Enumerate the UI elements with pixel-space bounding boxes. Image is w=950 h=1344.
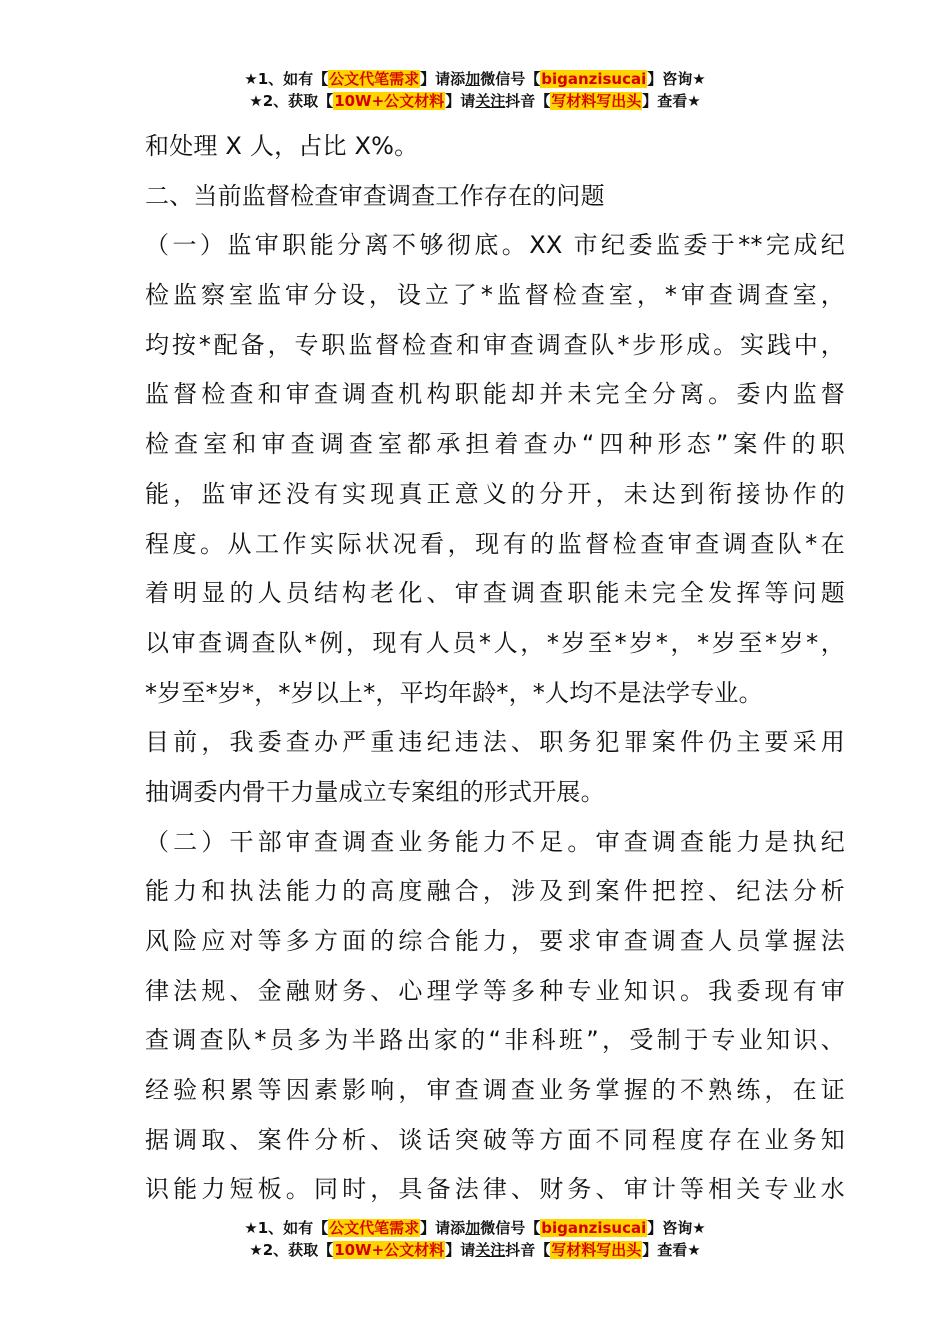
- highlight-douyin-account: 写材料写出头: [551, 1241, 642, 1259]
- text-line: 监督检查和审查调查机构职能却并未完全分离。委内监督: [145, 380, 845, 409]
- text-line: （二）干部审查调查业务能力不足。审查调查能力是执纪: [145, 827, 845, 856]
- text-line: 程度。从工作实际状况看，现有的监督检查审查调查队*在: [145, 529, 845, 558]
- banner-text: ★2、获取【: [249, 1241, 334, 1259]
- banner-underlined-text: 加: [465, 1219, 481, 1237]
- text-line: 抽调委内骨干力量成立专案组的形式开展。: [145, 777, 605, 806]
- text-line: 目前，我委查办严重违纪违法、职务犯罪案件仍主要采用: [145, 728, 845, 757]
- banner-line-2: [0, 1239, 950, 1261]
- text-line: 以审查调查队*例，现有人员*人，*岁至*岁*，*岁至*岁*，: [145, 628, 845, 657]
- document-body: [145, 122, 845, 1215]
- text-line: 查调查队*员多为半路出家的“非科班”，受制于专业知识、: [145, 1026, 845, 1055]
- text-line: *岁至*岁*，*岁以上*，平均年龄*，*人均不是法学专业。: [145, 678, 763, 707]
- banner-text: 】查看★: [642, 1241, 701, 1259]
- banner-line-2: [0, 90, 950, 112]
- banner-text: ★1、如有【: [244, 1219, 329, 1237]
- text-line: 据调取、案件分析、谈话突破等方面不同程度存在业务知: [145, 1125, 845, 1154]
- text-line: 经验积累等因素影响，审查调查业务掌握的不熟练，在证: [145, 1076, 845, 1105]
- text-line: 能，监审还没有实现真正意义的分开，未达到衔接协作的: [145, 479, 845, 508]
- banner-text: 抖音【: [505, 92, 551, 110]
- banner-line-1: [0, 68, 950, 90]
- text-line: 律法规、金融财务、心理学等多种专业知识。我委现有审: [145, 976, 845, 1005]
- banner-underlined-text: 关注: [475, 92, 506, 110]
- text-line: 和处理 X 人，占比 X%。: [145, 132, 419, 160]
- banner-text: 】请: [445, 92, 476, 110]
- banner-text: 抖音【: [505, 1241, 551, 1259]
- banner-line-1: [0, 1217, 950, 1239]
- banner-text: 】查看★: [642, 92, 701, 110]
- banner-text: 】请添: [420, 1219, 466, 1237]
- text-line: 能力和执法能力的高度融合，涉及到案件把控、纪法分析: [145, 877, 845, 906]
- banner-text: 微信号【: [480, 1219, 541, 1237]
- section-heading: 二、当前监督检查审查调查工作存在的问题: [145, 181, 605, 210]
- banner-text: 微信号【: [480, 70, 541, 88]
- highlight-writing-service: 公文代笔需求: [329, 1219, 420, 1237]
- banner-text: ★1、如有【: [244, 70, 329, 88]
- text-line: 检查室和审查调查室都承担着查办“四种形态”案件的职: [145, 430, 845, 459]
- banner-text: ★2、获取【: [249, 92, 334, 110]
- banner-underlined-text: 加: [465, 70, 481, 88]
- highlight-wechat-id: biganzisucai: [541, 1219, 647, 1237]
- banner-underlined-text: 关注: [475, 1241, 506, 1259]
- text-line: （一）监审职能分离不够彻底。XX 市纪委监委于**完成纪: [145, 231, 845, 260]
- banner-text: 】咨询★: [647, 70, 706, 88]
- highlight-materials: 10W+公文材料: [334, 92, 445, 110]
- text-line: 风险应对等多方面的综合能力，要求审查调查人员掌握法: [145, 927, 845, 955]
- footer-banner: [0, 1217, 950, 1261]
- text-line: 着明显的人员结构老化、审查调查职能未完全发挥等问题: [145, 579, 845, 608]
- header-banner: [0, 68, 950, 112]
- banner-text: 】请: [445, 1241, 476, 1259]
- highlight-writing-service: 公文代笔需求: [329, 70, 420, 88]
- highlight-douyin-account: 写材料写出头: [551, 92, 642, 110]
- text-line: 识能力短板。同时，具备法律、财务、审计等相关专业水: [145, 1175, 845, 1204]
- highlight-materials: 10W+公文材料: [334, 1241, 445, 1259]
- banner-text: 】请添: [420, 70, 466, 88]
- text-line: 均按*配备，专职监督检查和审查调查队*步形成。实践中，: [145, 330, 845, 359]
- highlight-wechat-id: biganzisucai: [541, 70, 647, 88]
- banner-text: 】咨询★: [647, 1219, 706, 1237]
- text-line: 检监察室监审分设，设立了*监督检查室，*审查调查室，: [145, 281, 845, 310]
